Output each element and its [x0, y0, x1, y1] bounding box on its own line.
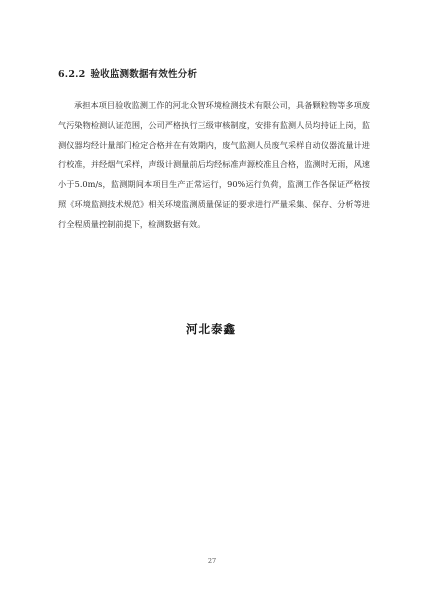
- section-title: 验收监测数据有效性分析: [90, 69, 198, 80]
- company-stamp-text: 河北泰鑫: [186, 322, 236, 336]
- section-number: 6.2.2: [58, 69, 86, 80]
- body-paragraph: 承担本项目验收监测工作的河北众智环境检测技术有限公司，具备颗粒物等多项废气污染物检测认证范围，公司严格执行三级审核制度，安排有监测人员均持证上岗，监测仪器均经计量部门检定合格并在有效期内，废气监测人员废气采样自动仪器流量计进行校准，并经烟气采样，声级计测量前后均经标准声源校准且合格，监测时无雨，风速小于5.0m/s，监测期间本项目生产正常运行，90%运行负荷，监测工作各保证严格按照《环境监测技术规范》相关环境监测质量保证的要求进行严量采集、保存、分析等进行全程质量控制前提下，检测数据有效。: [58, 100, 370, 229]
- page-number: 27: [207, 557, 217, 565]
- section-heading: [58, 66, 197, 80]
